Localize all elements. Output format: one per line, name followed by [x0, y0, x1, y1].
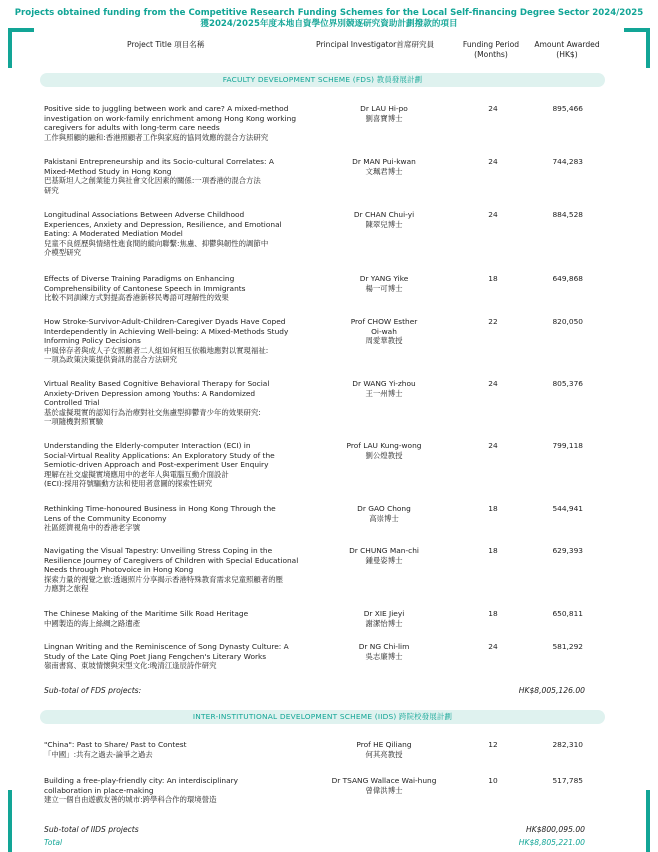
- amount-awarded: 544,941: [552, 504, 583, 513]
- iids-banner: INTER-INSTITUTIONAL DEVELOPMENT SCHEME (IIDS) 跨院校發展計劃: [40, 710, 605, 724]
- pi-name-line: 周愛華教授: [365, 336, 403, 346]
- project-title: [44, 317, 314, 365]
- project-title-line: 研究: [44, 185, 59, 195]
- project-title-line: investigation on work-family enrichment among Hong Kong working: [44, 113, 297, 123]
- project-title-line: 基於虛擬現實的認知行為治療對社交焦慮型抑鬱青少年的效果研究:: [44, 407, 261, 417]
- project-title-line: 力應對之旅程: [44, 584, 89, 594]
- project-title-line: collaboration in place-making: [44, 785, 154, 795]
- pi-name-line: 何其亮教授: [365, 749, 403, 759]
- project-title-line: Experiences, Anxiety and Depression, Resilience, and Emotional: [44, 219, 282, 229]
- pi-name-line: 王一州博士: [365, 388, 403, 398]
- amount-label: Amount Awarded: [534, 40, 600, 49]
- iids-subtotal-label: Sub-total of IIDS projects: [44, 825, 139, 834]
- project-title-line: 嶺南書寫、東坡情懷與宋型文化:晚清江逢辰詩作研究: [44, 661, 217, 671]
- funding-period: 24: [488, 157, 498, 166]
- project-title-line: Informing Policy Decisions: [44, 336, 141, 346]
- principal-investigator: [324, 157, 444, 176]
- project-title-line: 兒童不良經歷與情緒性進食間的縱向聯繫:焦慮、抑鬱與韌性的調節中: [44, 238, 269, 248]
- project-title-line: caregivers for adults with long-term care needs: [44, 123, 220, 133]
- pi-name-line: Dr TSANG Wallace Wai-hung: [331, 776, 437, 785]
- project-title: [44, 504, 314, 533]
- project-title: [44, 546, 314, 594]
- amount-awarded: 820,050: [552, 317, 583, 326]
- pi-name-line: 陳翠兒博士: [365, 219, 403, 229]
- principal-investigator: [324, 441, 444, 460]
- project-title-line: 工作與照顧的融和:香港照顧者工作與家庭的協同效應的混合方法研究: [44, 132, 269, 142]
- col-header-amount: [530, 40, 604, 60]
- title-en: Projects obtained funding from the Competitive Research Funding Schemes for the Local Self-financing Degree Sector 2024/2025: [14, 8, 644, 18]
- fds-subtotal-label: Sub-total of FDS projects:: [44, 686, 142, 695]
- project-title-line: Positive side to juggling between work and care? A mixed-method: [44, 104, 289, 113]
- funding-period: 24: [488, 441, 498, 450]
- principal-investigator: [324, 210, 444, 229]
- pi-name-line: Dr WANG Yi-zhou: [352, 379, 416, 388]
- pi-name-line: 高崇博士: [369, 513, 399, 523]
- project-title-line: "China": Past to Share/ Past to Contest: [44, 740, 187, 749]
- project-title: [44, 104, 314, 142]
- project-title-line: Pakistani Entrepreneurship and its Socio-cultural Correlates: A: [44, 157, 274, 166]
- funding-period: 12: [488, 740, 498, 749]
- project-title-line: How Stroke-Survivor-Adult-Children-Caregiver Dyads Have Coped: [44, 317, 286, 326]
- project-title-line: Longitudinal Associations Between Adverse Childhood: [44, 210, 245, 219]
- principal-investigator: [324, 546, 444, 565]
- frame-top-right-v: [646, 28, 650, 68]
- project-title-line: Interdependently in Achieving Well-being: A Mixed-Methods Study: [44, 326, 289, 336]
- project-title-line: 社區經濟視角中的香港老字號: [44, 523, 141, 533]
- project-title: [44, 379, 314, 427]
- pi-name-line: Prof HE Qiliang: [356, 740, 412, 749]
- project-title-line: 介模型研究: [44, 248, 81, 258]
- funding-period: 24: [488, 104, 498, 113]
- amount-awarded: 744,283: [552, 157, 583, 166]
- principal-investigator: [324, 504, 444, 523]
- project-title-line: Controlled Trial: [44, 398, 100, 408]
- project-title-line: Understanding the Elderly-computer Interaction (ECI) in: [44, 441, 251, 450]
- project-title: [44, 210, 314, 258]
- amount-awarded: 649,868: [552, 274, 583, 283]
- frame-top-left-v: [8, 28, 12, 68]
- funding-period: 24: [488, 210, 498, 219]
- frame-right-lower-v: [646, 790, 650, 852]
- principal-investigator: [324, 379, 444, 398]
- project-title-line: Eating: A Moderated Mediation Model: [44, 229, 183, 239]
- col-header-period: [460, 40, 522, 60]
- project-title-line: The Chinese Making of the Maritime Silk Road Heritage: [44, 609, 249, 618]
- total-label: Total: [44, 838, 63, 847]
- funding-period: 24: [488, 379, 498, 388]
- project-title-line: Anxiety-Driven Depression among Youths: A Randomized: [44, 388, 256, 398]
- project-title-line: Virtual Reality Based Cognitive Behavioral Therapy for Social: [44, 379, 270, 388]
- frame-left-lower-v: [8, 790, 12, 852]
- col-header-title: Project Title 項目名稱: [127, 40, 205, 49]
- pi-name-line: 曾偉洪博士: [365, 785, 403, 795]
- project-title: [44, 776, 314, 805]
- project-title: [44, 274, 314, 303]
- project-title-line: Study of the Late Qing Poet Jiang Fengchen's Literary Works: [44, 651, 267, 661]
- project-title-line: Building a free-play-friendly city: An interdisciplinary: [44, 776, 239, 785]
- amount-awarded: 282,310: [552, 740, 583, 749]
- project-title-line: 建立一個自由遊戲友善的城市:跨學科合作的環境營造: [44, 795, 217, 805]
- project-title-line: Mixed-Method Study in Hong Kong: [44, 166, 172, 176]
- pi-name-line: Dr XIE Jieyi: [363, 609, 405, 618]
- principal-investigator: [324, 104, 444, 123]
- amount-unit: (HK$): [556, 50, 578, 59]
- amount-awarded: 650,811: [552, 609, 583, 618]
- pi-name-line: Prof LAU Kung-wong: [346, 441, 422, 450]
- project-title-line: Resilience Journey of Caregivers of Children with Special Educational: [44, 555, 299, 565]
- amount-awarded: 799,118: [552, 441, 583, 450]
- amount-awarded: 581,292: [552, 642, 583, 651]
- project-title-line: Lingnan Writing and the Reminiscence of Song Dynasty Culture: A: [44, 642, 289, 651]
- period-unit: (Months): [474, 50, 508, 59]
- pi-name-line: Dr YANG Yike: [359, 274, 409, 283]
- amount-awarded: 895,466: [552, 104, 583, 113]
- principal-investigator: [324, 274, 444, 293]
- project-title-line: 理解在社交虛擬實境應用中的老年人與電腦互動介面設計: [44, 469, 229, 479]
- project-title-line: Needs through Photovoice in Hong Kong: [44, 565, 194, 575]
- funding-period: 18: [488, 504, 498, 513]
- project-title-line: 「中國」:共有之過去-論爭之過去: [44, 749, 153, 759]
- project-title: [44, 609, 314, 628]
- funding-period: 22: [488, 317, 498, 326]
- pi-name-line: Dr CHAN Chui-yi: [353, 210, 415, 219]
- pi-name-line: 文珮君博士: [365, 166, 403, 176]
- project-title: [44, 740, 314, 759]
- project-title-line: Social-Virtual Reality Applications: An Exploratory Study of the: [44, 450, 275, 460]
- pi-name-line: 劉喜寶博士: [365, 113, 403, 123]
- title-zh: 獲2024/2025年度本地自資學位界別競逐研究資助計劃撥款的項目: [200, 19, 458, 29]
- pi-name-line: 劉公煌教授: [365, 450, 403, 460]
- pi-name-line: Dr CHUNG Man-chi: [349, 546, 419, 555]
- project-title-line: Comprehensibility of Cantonese Speech in Immigrants: [44, 283, 246, 293]
- project-title-line: Effects of Diverse Training Paradigms on Enhancing: [44, 274, 235, 283]
- pi-name-line: 吳志廉博士: [365, 651, 403, 661]
- amount-awarded: 629,393: [552, 546, 583, 555]
- principal-investigator: [324, 642, 444, 661]
- fds-subtotal-amount: HK$8,005,126.00: [518, 686, 585, 695]
- principal-investigator: [324, 609, 444, 628]
- pi-name-line: Dr LAU Hi-po: [360, 104, 408, 113]
- pi-name-line: Dr MAN Pui-kwan: [352, 157, 416, 166]
- amount-awarded: 884,528: [552, 210, 583, 219]
- col-header-pi: Principal Investigator首席研究員: [316, 40, 435, 49]
- project-title-line: Navigating the Visual Tapestry: Unveiling Stress Coping in the: [44, 546, 273, 555]
- principal-investigator: [324, 776, 444, 795]
- project-title-line: Lens of the Community Economy: [44, 513, 167, 523]
- project-title: [44, 642, 314, 671]
- project-title: [44, 441, 314, 489]
- pi-name-line: 楊一可博士: [365, 283, 403, 293]
- pi-name-line: Oi-wah: [371, 326, 397, 336]
- funding-period: 10: [488, 776, 498, 785]
- project-title-line: 探索力量的視覺之旅:透過照片分享揭示香港特殊教育需求兒童照顧者的壓: [44, 574, 283, 584]
- funding-period: 18: [488, 609, 498, 618]
- document-title: [0, 8, 658, 30]
- total-amount: HK$8,805,221.00: [518, 838, 585, 847]
- amount-awarded: 517,785: [552, 776, 583, 785]
- project-title: [44, 157, 314, 195]
- funding-period: 24: [488, 642, 498, 651]
- fds-banner: FACULTY DEVELOPMENT SCHEME (FDS) 教員發展計劃: [40, 73, 605, 87]
- project-title-line: 巴基斯坦人之創業能力與社會文化因素的關係:一項香港的混合方法: [44, 176, 261, 186]
- project-title-line: 中風倖存者與成人子女照顧者二人組如何相互依賴地應對以實現福祉:: [44, 345, 269, 355]
- funding-period: 18: [488, 274, 498, 283]
- pi-name-line: 鍾曼姿博士: [365, 555, 403, 565]
- pi-name-line: Prof CHOW Esther: [350, 317, 418, 326]
- principal-investigator: [324, 740, 444, 759]
- principal-investigator: [324, 317, 444, 346]
- funding-period: 18: [488, 546, 498, 555]
- period-label: Funding Period: [462, 40, 520, 49]
- project-title-line: 中國製造的海上絲綢之路遺產: [44, 618, 141, 628]
- project-title-line: 比較不同訓練方式對提高香港新移民粵語可理解性的效果: [44, 293, 229, 303]
- project-title-line: 一項為政策決策提供資訊的混合方法研究: [44, 355, 178, 365]
- project-title-line: Semiotic-driven Approach and Post-experiment User Enquiry: [44, 460, 269, 470]
- amount-awarded: 805,376: [552, 379, 583, 388]
- project-title-line: Rethinking Time-honoured Business in Hong Kong Through the: [44, 504, 276, 513]
- pi-name-line: 謝潔怡博士: [365, 618, 403, 628]
- iids-subtotal-amount: HK$800,095.00: [526, 825, 585, 834]
- pi-name-line: Dr GAO Chong: [357, 504, 411, 513]
- pi-name-line: Dr NG Chi-lim: [358, 642, 410, 651]
- project-title-line: (ECI):採用符號驅動方法和使用者意圖的探索性研究: [44, 479, 213, 489]
- project-title-line: 一項隨機對照實驗: [44, 417, 104, 427]
